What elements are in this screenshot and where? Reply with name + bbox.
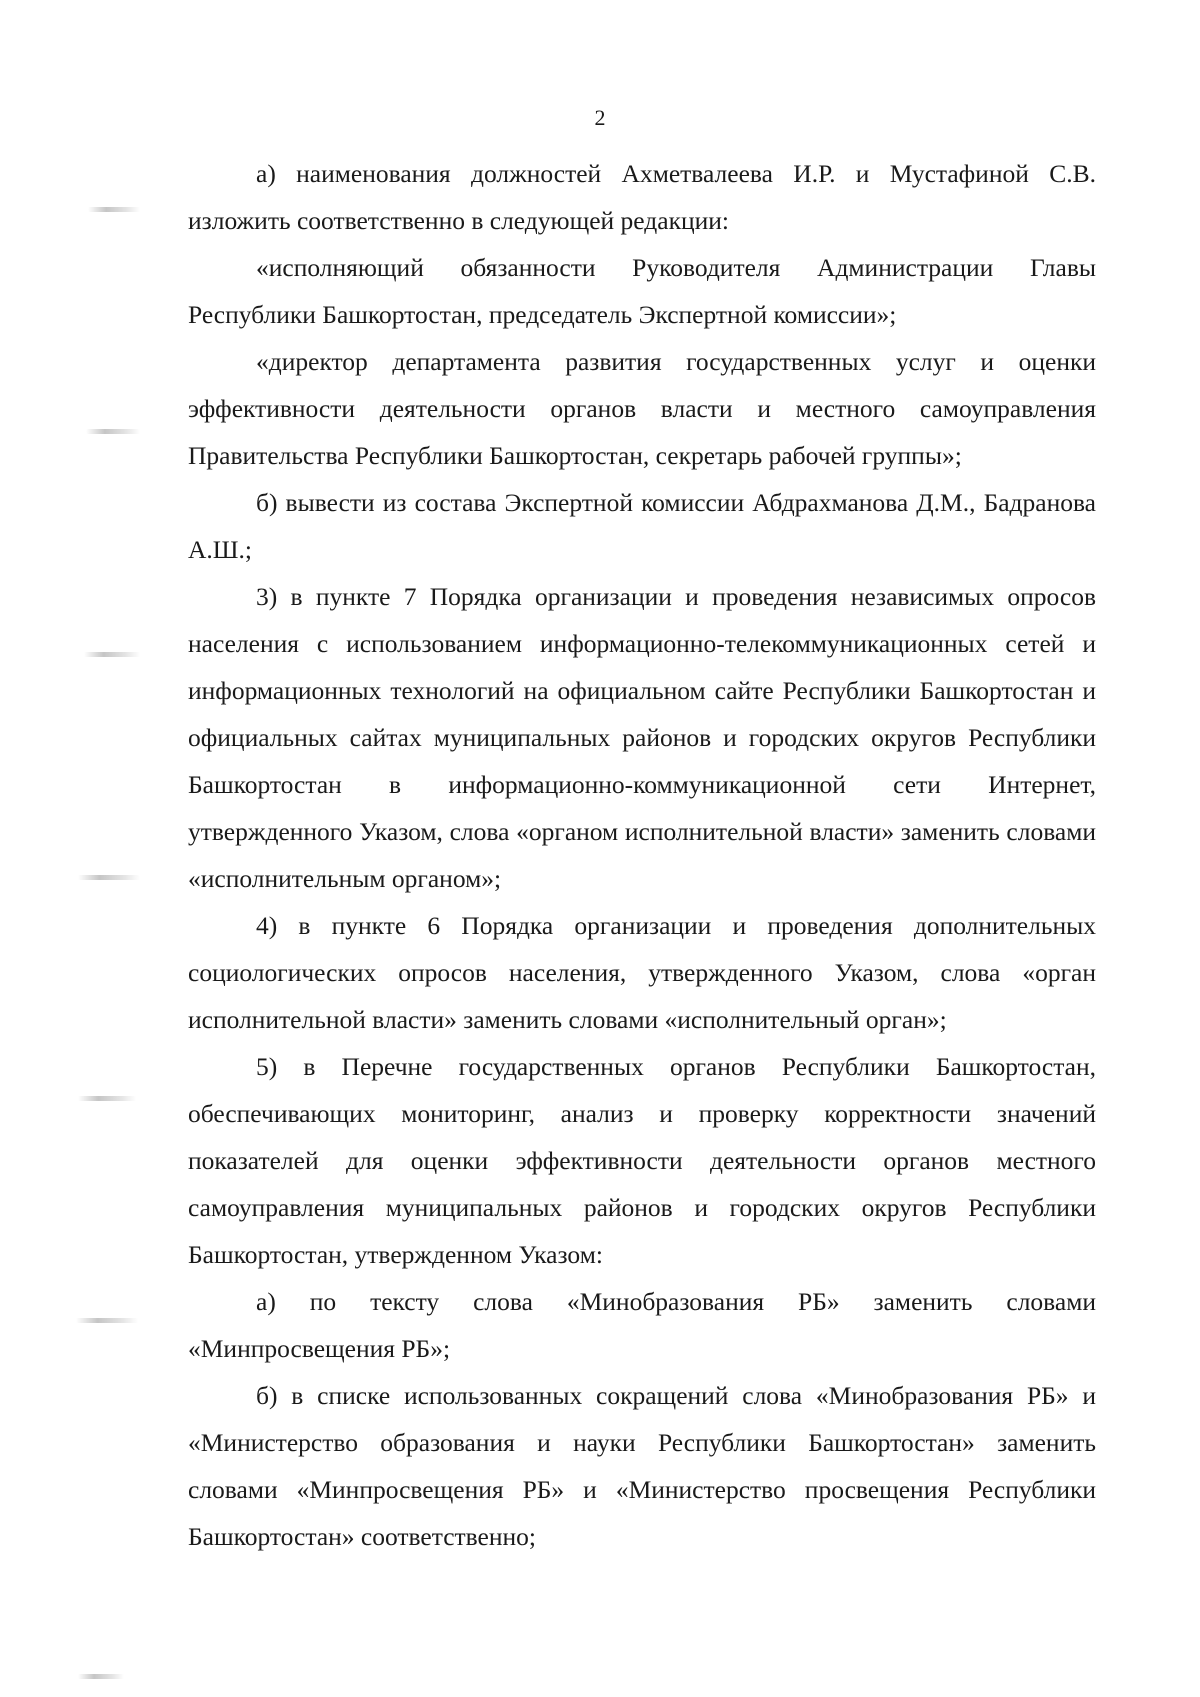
paragraph-item-3: 3) в пункте 7 Порядка организации и проведения независимых опросов населения с использованием информационно-телекоммуникационных сетей и информационных технологий на официальном сайте Республики Башкортостан и официальных сайтах муниципальных районов и городских округов Республики Башкортостан в информационно-коммуникационной сети Интернет, утвержденного Указом, слова «органом исполнительной власти» заменить словами «исполнительным органом»;: [188, 582, 1096, 893]
scan-artifact-mark: [78, 875, 140, 880]
scan-artifact-mark: [84, 652, 140, 657]
paragraph-item-5a: а) по тексту слова «Минобразования РБ» заменить словами «Минпросвещения РБ»;: [188, 1287, 1096, 1363]
scan-artifact-mark: [76, 1318, 138, 1323]
paragraph-item-4: 4) в пункте 6 Порядка организации и проведения дополнительных социологических опросов населения, утвержденного Указом, слова «орган исполнительной власти» заменить словами «исполнительный орган»;: [188, 911, 1096, 1034]
paragraph-director-title: «директор департамента развития государственных услуг и оценки эффективности деятельности органов власти и местного самоуправления Правительства Республики Башкортостан, секретарь рабочей группы»;: [188, 347, 1096, 470]
document-body: [188, 150, 1096, 1560]
paragraph-acting-head-title: «исполняющий обязанности Руководителя Администрации Главы Республики Башкортостан, председатель Экспертной комиссии»;: [188, 253, 1096, 329]
paragraph-remove-members: б) вывести из состава Экспертной комиссии Абдрахманова Д.М., Бадранова А.Ш.;: [188, 488, 1096, 564]
scan-artifact-mark: [78, 1096, 136, 1101]
paragraph-item-5: 5) в Перечне государственных органов Республики Башкортостан, обеспечивающих мониторинг, анализ и проверку корректности значений показателей для оценки эффективности деятельности органов местного самоуправления муниципальных районов и городских округов Республики Башкортостан, утвержденном Указом:: [188, 1052, 1096, 1269]
paragraph-position-names: а) наименования должностей Ахметвалеева И.Р. и Мустафиной С.В. изложить соответственно в следующей редакции:: [188, 159, 1096, 235]
scan-artifact-mark: [88, 207, 140, 212]
page-number: 2: [594, 105, 606, 130]
scan-artifact-mark: [86, 429, 140, 434]
scan-artifact-mark: [78, 1674, 124, 1679]
paragraph-item-5b: б) в списке использованных сокращений слова «Минобразования РБ» и «Министерство образования и науки Республики Башкортостан» заменить словами «Минпросвещения РБ» и «Министерство просвещения Республики Башкортостан» соответственно;: [188, 1381, 1096, 1551]
